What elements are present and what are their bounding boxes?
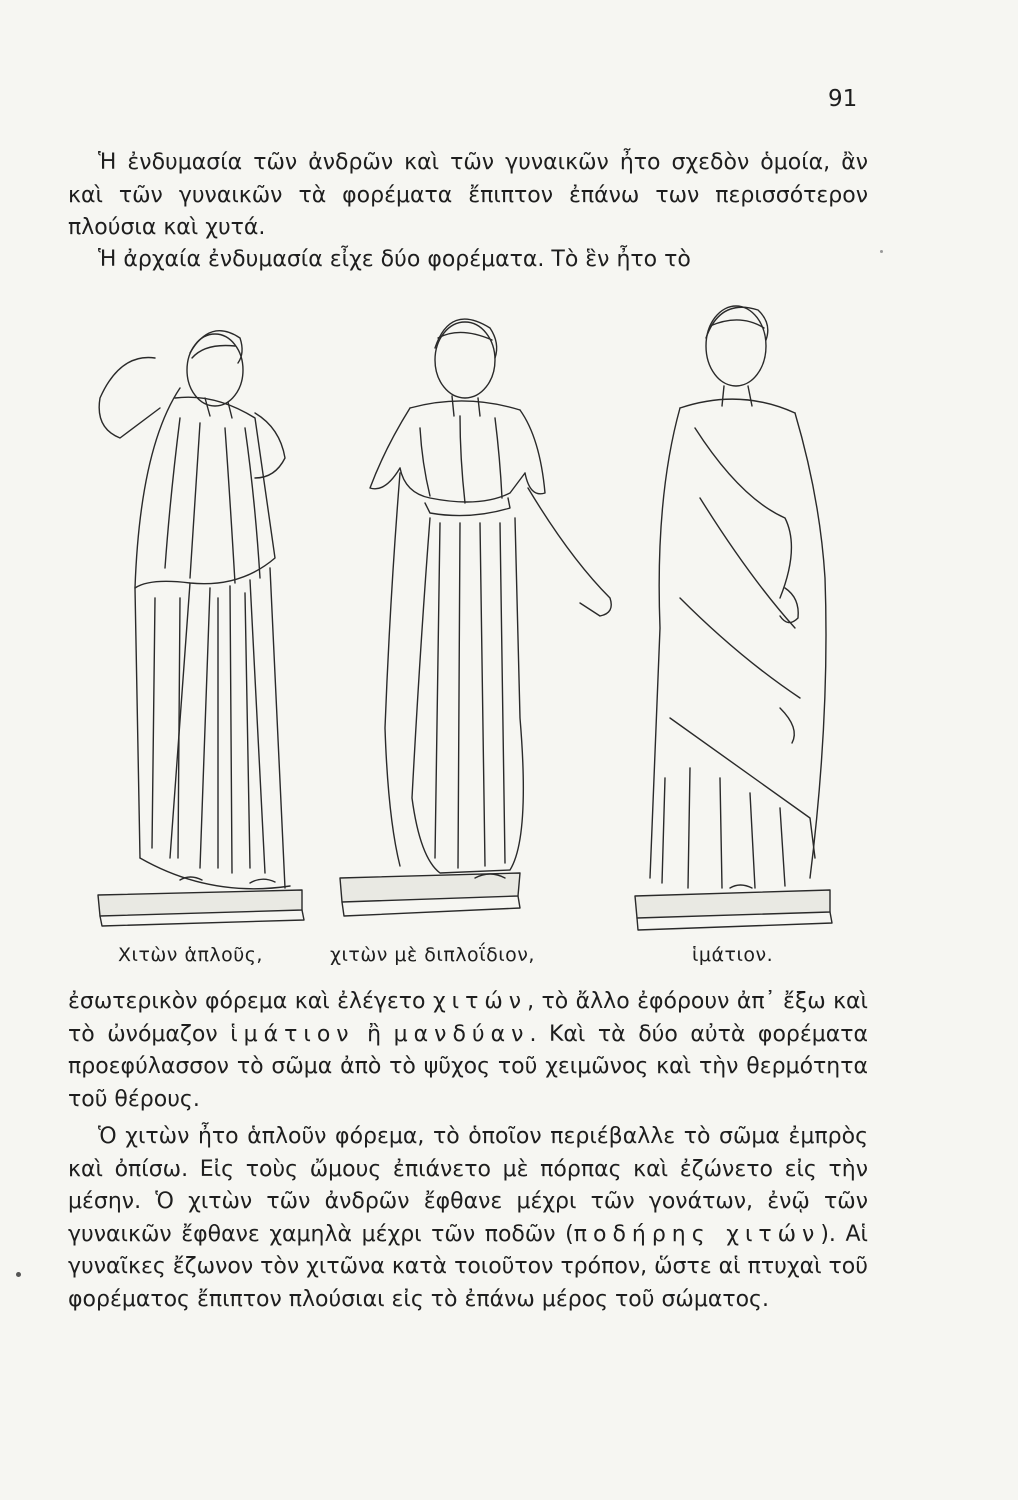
paragraph-text: ). Αἱ γυναῖκες ἔζωνον τὸν χιτῶνα κατὰ τοιοῦτον τρόπον, ὥστε αἱ πτυχαὶ τοῦ φορέματος ἔπιπτον πλούσιαι εἰς τὸ ἐπάνω μέρος τοῦ σώματος. bbox=[68, 1221, 868, 1312]
figure-himation bbox=[635, 306, 832, 930]
ink-speck bbox=[16, 1272, 21, 1277]
paragraph-text: , τὸ ἄλλο ἐφόρουν ἀπ᾽ ἔξω καὶ τὸ ὠνόμαζον bbox=[68, 989, 868, 1047]
page-number: 91 bbox=[828, 86, 858, 112]
caption-simple-chiton: Χιτὼν ἁπλοῦς, bbox=[118, 944, 263, 966]
paragraph-two-garments: Ἡ ἀρχαία ἐνδυμασία εἶχε δύο φορέματα. Τὸ ἓν ἦτο τὸ bbox=[98, 247, 691, 272]
paragraph-text: ἢ bbox=[367, 1021, 382, 1047]
paragraph-chiton-description bbox=[68, 1121, 868, 1316]
paragraph-text: ἐσωτερικὸν φόρεμα καὶ ἐλέγετο bbox=[68, 989, 426, 1014]
figures-illustration bbox=[40, 298, 900, 938]
paragraph-clothing-similarity: Ἡ ἐνδυμασία τῶν ἀνδρῶν καὶ τῶν γυναικῶν ἦτο σχεδὸν ὁμοία, ἂν καὶ τῶν γυναικῶν τὰ φορέματα ἔπιπτον ἐπάνω των περισσότερον πλούσια καὶ χυτά. bbox=[68, 150, 868, 240]
paragraph-chiton-himation bbox=[68, 986, 868, 1116]
caption-chiton-diploidion: χιτὼν μὲ διπλοΐδιον, bbox=[330, 944, 535, 966]
caption-himation: ἱμάτιον. bbox=[692, 944, 774, 966]
paragraph-text: . Καὶ τὰ δύο αὐτὰ φορέματα προεφύλασσον τὸ σῶμα ἀπὸ τὸ ψῦχος τοῦ χειμῶνος καὶ τὴν θερμότητα τοῦ θέρους. bbox=[68, 1021, 869, 1112]
figure-chiton-diploidion bbox=[340, 319, 611, 916]
ink-speck bbox=[880, 250, 883, 253]
term-chiton: χιτών bbox=[432, 989, 528, 1014]
figure-chiton-simple bbox=[98, 331, 304, 926]
paragraph-text: Ὁ χιτὼν ἦτο ἁπλοῦν φόρεμα, τὸ ὁποῖον περιέβαλλε τὸ σῶμα ἐμπρὸς καὶ ὀπίσω. Εἰς τοὺς ὤμους ἐπιάνετο μὲ πόρπας καὶ ἐζώνετο εἰς τὴν μέσην. Ὁ χιτὼν τῶν ἀνδρῶν ἔφθανε μέχρι τῶν γονάτων, ἐνῷ τῶν γυναικῶν ἔφθανε χαμηλὰ μέχρι τῶν ποδῶν ( bbox=[68, 1124, 868, 1247]
term-mandyas: μανδύαν bbox=[393, 1021, 530, 1047]
term-himation: ἱμάτιον bbox=[230, 1021, 355, 1047]
term-podiris-chiton: ποδήρης χιτών bbox=[573, 1221, 821, 1247]
